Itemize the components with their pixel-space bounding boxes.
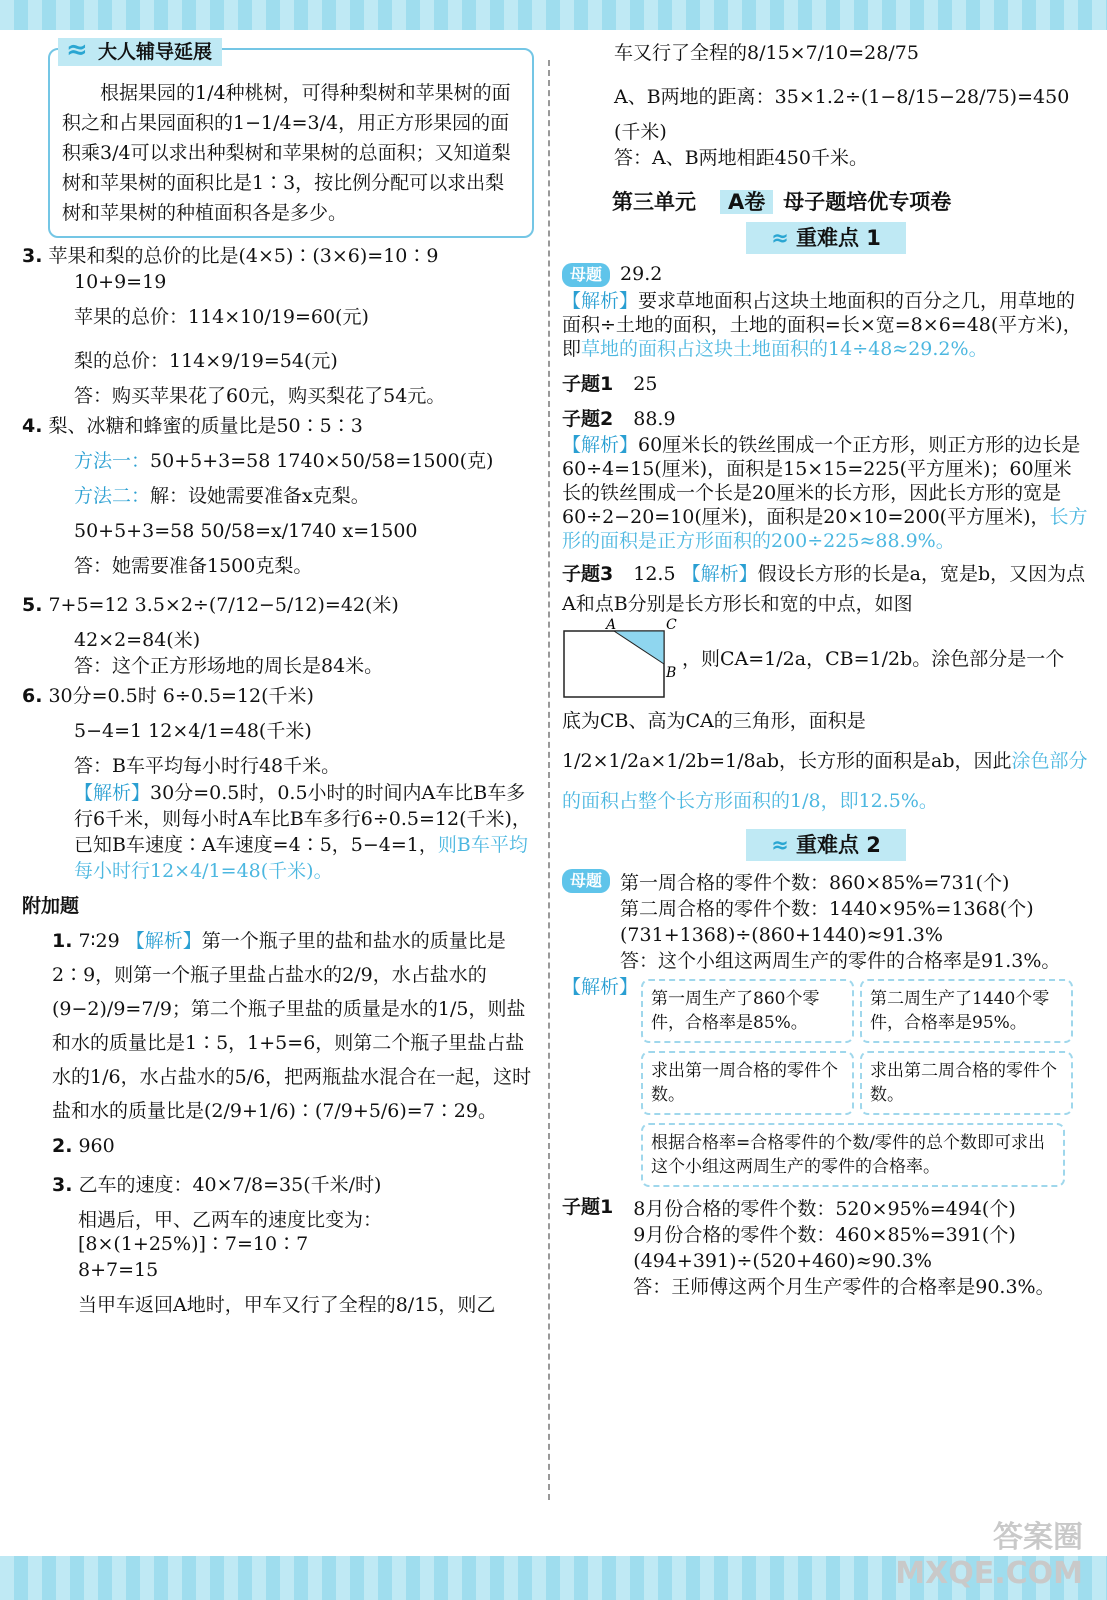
analysis-label: 【解析】 <box>125 930 202 952</box>
answer-line: 答：这个正方形场地的周长是84米。 <box>74 655 384 677</box>
analysis-text: 要求草地面积占这块土地面积的百分之几，用草地的面积÷土地的面积，土地的面积=长×宽=8×6=48(平方米)，即 <box>562 290 1082 360</box>
answer-line: 第一周合格的零件个数：860×85%=731(个) <box>620 872 1010 894</box>
analysis-highlight: 涂色部分的面积占整个长方形面积的1/8，即12.5%。 <box>562 750 1088 812</box>
top-wave-border <box>0 0 1107 30</box>
unit-title: 第三单元 <box>612 190 696 214</box>
question-number: 4. <box>22 415 43 437</box>
analysis-text: 底为CB、高为CA的三角形，面积是1/2×1/2a×1/2b=1/8ab，长方形的面积是ab，因此 <box>562 710 1012 772</box>
question-number: 5. <box>22 594 43 616</box>
sub-question-label: 子题3 <box>562 563 614 585</box>
flow-box: 根据合格率=合格零件的个数/零件的总个数即可求出这个小组这两周生产的零件的合格率。 <box>641 1123 1065 1187</box>
answer-line: 答：A、B两地相距450千米。 <box>614 147 868 169</box>
figure-label-c: C <box>666 617 677 633</box>
answer-line: 5−4=1 12×4/1=48(千米) <box>74 720 312 742</box>
extra-question-3 <box>22 1164 534 1326</box>
answer-line: 相遇后，甲、乙两车的速度比变为：[8×(1+25%)]∶7=10∶7 <box>78 1209 383 1255</box>
answer-line: 解：设她需要准备x克梨。 <box>150 485 370 507</box>
answer-line: (494+391)÷(520+460)≈90.3% <box>633 1250 932 1272</box>
sub-question-label: 子题2 <box>562 408 614 430</box>
analysis-label: 【解析】 <box>562 434 639 456</box>
analysis <box>562 433 1090 553</box>
question-4 <box>22 414 534 578</box>
method-two-label: 方法二： <box>74 485 151 507</box>
mother-question-badge: 母题 <box>562 263 610 287</box>
answer-value: 960 <box>78 1135 115 1157</box>
answer-line: 8月份合格的零件个数：520×95%=494(个) <box>633 1198 1016 1220</box>
answer-value: 7∶29 <box>78 930 120 952</box>
watermark <box>895 1520 1083 1592</box>
answer-line: 50+5+3=58 1740×50/58=1500(克) <box>150 450 494 472</box>
key-point-2-heading: ≈ 重难点 2 <box>746 829 906 861</box>
answer-line: 42×2=84(米) <box>74 629 201 651</box>
flow-analysis <box>562 975 1090 1191</box>
answer-value: 25 <box>633 373 658 395</box>
answer-line: A、B两地的距离：35×1.2÷(1−8/15−28/75)=450 <box>614 86 1070 108</box>
answer-value: 88.9 <box>633 408 676 430</box>
analysis-text: 第一个瓶子里的盐和盐水的质量比是2∶9，则第一个瓶子里盐占盐水的2/9，水占盐水的(9−2)/9=7/9；第二个瓶子里盐的质量是水的1/5，则盐和水的质量比是1∶5，1+5=6，则第二个瓶子里盐占盐水的1/6，水占盐水的5/6，把两瓶盐水混合在一起，这时盐和水的质量比是(2/9+1/6)∶(7/9+5/6)=7∶29。 <box>52 930 532 1122</box>
extra-question-1 <box>22 924 534 1128</box>
analysis-label: 【解析】 <box>562 290 639 312</box>
question-number: 2. <box>52 1135 73 1157</box>
question-3 <box>22 244 534 408</box>
question-number: 3. <box>52 1174 73 1196</box>
answer-line: 30分=0.5时 6÷0.5=12(千米) <box>48 685 314 707</box>
answer-line: 第二周合格的零件个数：1440×95%=1368(个) <box>620 898 1034 920</box>
analysis-text: 30分=0.5时，0.5小时的时间内A车比B车多行6千米，则每小时A车比B车多行6÷0.5=12(千米)，已知B车速度∶A车速度=4∶5，5−4=1， <box>74 782 531 856</box>
analysis <box>22 780 534 884</box>
method-one-label: 方法一： <box>74 450 151 472</box>
answer-line: (731+1368)÷(860+1440)≈91.3% <box>620 924 943 946</box>
analysis-label: 【解析】 <box>74 782 151 804</box>
rectangle-figure-row <box>562 619 1090 701</box>
answer-line: 苹果的总价：114×10/19=60(元) <box>74 306 369 328</box>
tip-box <box>48 41 534 238</box>
right-column <box>562 30 1090 1301</box>
answer-line: 乙车的速度：40×7/8=35(千米/时) <box>78 1174 382 1196</box>
mother-question <box>562 869 1090 975</box>
analysis-label: 【解析】 <box>562 976 639 998</box>
question-number: 3. <box>22 245 43 267</box>
question-5 <box>22 584 534 678</box>
answer-line: 10+9=19 <box>74 271 167 293</box>
watermark-bottom: MXQE.COM <box>895 1556 1083 1591</box>
answer-line: 9月份合格的零件个数：460×85%=391(个) <box>633 1224 1016 1246</box>
answer-line: 答：王师傅这两个月生产零件的合格率是90.3%。 <box>633 1276 1055 1298</box>
analysis-text: ，则CA=1/2a，CB=1/2b。涂色部分是一个 <box>682 648 1065 670</box>
key-point-2 <box>562 869 1090 1301</box>
answer-line: 7+5=12 3.5×2÷(7/12−5/12)=42(米) <box>48 594 399 616</box>
figure-label-b: B <box>666 665 677 681</box>
answer-line: 答：B车平均每小时行48千米。 <box>74 755 341 777</box>
answer-line: 答：这个小组这两周生产的零件的合格率是91.3%。 <box>620 950 1061 972</box>
sub-question-label: 子题1 <box>562 373 614 395</box>
sub-question-3 <box>562 559 1090 619</box>
watermark-top: 答案圈 <box>993 1520 1083 1555</box>
question-number: 1. <box>52 930 73 952</box>
extra-question-2 <box>22 1134 534 1158</box>
column-divider <box>548 60 550 1500</box>
paper-subtitle: 母子题培优专项卷 <box>783 190 952 214</box>
answer-line: 梨的总价：114×9/19=54(元) <box>74 350 338 372</box>
left-column <box>22 30 534 1328</box>
answer-line: 答：购买苹果花了60元，购买梨花了54元。 <box>74 385 446 407</box>
answer-line: 8+7=15 <box>78 1259 159 1281</box>
analysis-label: 【解析】 <box>681 563 758 585</box>
analysis-highlight: 草地的面积占这块土地面积的14÷48≈29.2%。 <box>581 338 988 360</box>
sub-question-label: 子题1 <box>562 1196 614 1218</box>
answer-line: 车又行了全程的8/15×7/10=28/75 <box>614 42 919 64</box>
analysis <box>562 701 1090 821</box>
paper-label: A卷 <box>720 190 773 214</box>
analysis <box>562 289 1090 361</box>
key-point-1-heading: ≈ 重难点 1 <box>746 222 906 254</box>
answer-value: 29.2 <box>620 263 663 285</box>
sub-question-1 <box>562 1195 1090 1301</box>
flow-box: 第一周生产了860个零件，合格率是85%。 <box>641 979 854 1043</box>
answer-line: 苹果和梨的总价的比是(4×5)∶(3×6)=10∶9 <box>48 245 439 267</box>
extra-section-title: 附加题 <box>22 895 80 917</box>
answer-line: 50+5+3=58 50/58=x/1740 x=1500 <box>74 520 418 542</box>
answer-line: 当甲车返回A地时，甲车又行了全程的8/15，则乙 <box>78 1294 496 1316</box>
analysis-highlight: 则B车平均每小时行12×4/1=48(千米)。 <box>74 834 528 882</box>
analysis-highlight: 长方形的面积是正方形面积的200÷225≈88.9%。 <box>562 506 1088 552</box>
answer-value: 12.5 <box>633 563 676 585</box>
unit-header <box>612 190 1090 214</box>
answer-line: 梨、冰糖和蜂蜜的质量比是50∶5∶3 <box>48 415 363 437</box>
tip-text: 根据果园的1/4种桃树，可得种梨树和苹果树的面积之和占果园面积的1−1/4=3/4，用正方形果园的面积乘3/4可以求出种梨树和苹果树的总面积；又知道梨树和苹果树的面积比是1∶3，按比例分配可以求出梨树和苹果树的种植面积各是多少。 <box>62 82 511 224</box>
flow-box: 求出第二周合格的零件个数。 <box>860 1051 1073 1115</box>
analysis-text: 60厘米长的铁丝围成一个正方形，则正方形的边长是60÷4=15(厘米)，面积是15×15=225(平方厘米)；60厘米长的铁丝围成一个长是20厘米的长方形，因此长方形的宽是60÷2−20=10(厘米)，面积是20×10=200(平方厘米)， <box>562 434 1081 528</box>
answer-line: (千米) <box>614 121 667 143</box>
question-6 <box>22 684 534 884</box>
flow-box: 第二周生产了1440个零件，合格率是95%。 <box>860 979 1073 1043</box>
answer-line: 答：她需要准备1500克梨。 <box>74 555 313 577</box>
flow-box: 求出第一周合格的零件个数。 <box>641 1051 854 1115</box>
figure-label-a: A <box>606 617 617 633</box>
mother-question-badge: 母题 <box>562 869 610 893</box>
rectangle-figure <box>562 617 677 701</box>
key-point-1 <box>562 262 1090 821</box>
tip-title: ≈ 大人辅导延展 <box>58 38 222 66</box>
question-number: 6. <box>22 685 43 707</box>
analysis-text: 假设长方形的长是a，宽是b，又因为点A和点B分别是长方形长和宽的中点，如图 <box>562 563 1086 615</box>
